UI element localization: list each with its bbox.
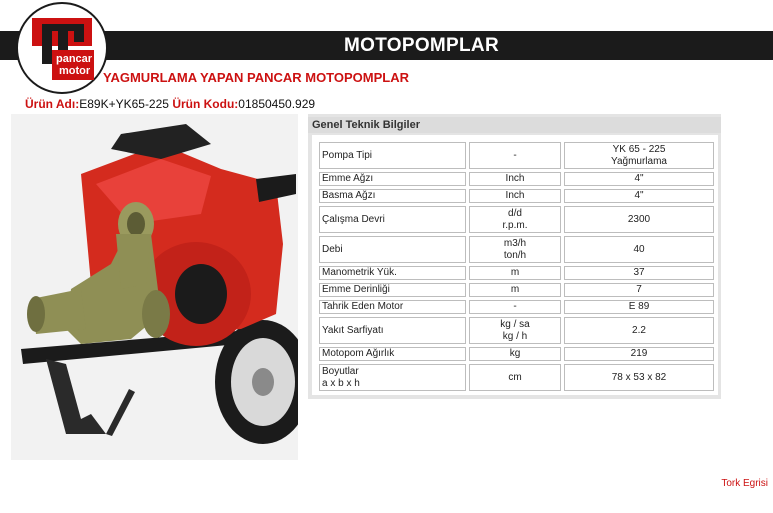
product-photo [11, 114, 298, 460]
pancar-motor-logo[interactable] [16, 2, 108, 94]
spec-name-cell: Emme Ağzı [319, 172, 466, 186]
section-subtitle: YAGMURLAMA YAPAN PANCAR MOTOPOMPLAR [103, 70, 410, 85]
spec-name-cell: Yakıt Sarfiyatı [319, 317, 466, 344]
spec-value-cell: 2300 [564, 206, 714, 233]
spec-unit-cell: kg [469, 347, 561, 361]
tech-specs-panel [308, 114, 721, 399]
spec-row [319, 142, 714, 169]
spec-name-cell: Boyutlar a x b x h [319, 364, 466, 391]
spec-row [319, 172, 714, 186]
spec-row [319, 317, 714, 344]
specs-table-body [319, 142, 714, 391]
spec-row [319, 236, 714, 263]
spec-unit-cell: m [469, 283, 561, 297]
spec-value-cell: YK 65 - 225 Yağmurlama [564, 142, 714, 169]
spec-value-cell: 78 x 53 x 82 [564, 364, 714, 391]
spec-row [319, 347, 714, 361]
product-info [25, 97, 315, 111]
spec-value-cell: 7 [564, 283, 714, 297]
spec-value-cell: 2.2 [564, 317, 714, 344]
spec-unit-cell: - [469, 300, 561, 314]
spec-row [319, 266, 714, 280]
specs-table [316, 139, 717, 394]
spec-unit-cell: m [469, 266, 561, 280]
product-name-label: Ürün Adı: [25, 97, 80, 111]
spec-row [319, 206, 714, 233]
motopump-image [11, 114, 298, 460]
specs-body [312, 135, 718, 395]
spec-name-cell: Çalışma Devri [319, 206, 466, 233]
tork-egrisi-link[interactable]: Tork Egrisi [721, 478, 768, 489]
spec-name-cell: Tahrik Eden Motor [319, 300, 466, 314]
logo-text-pancar: pancar [56, 53, 93, 65]
spec-name-cell: Pompa Tipi [319, 142, 466, 169]
spec-unit-cell: Inch [469, 189, 561, 203]
page-title: MOTOPOMPLAR [344, 35, 499, 56]
spec-value-cell: 4" [564, 172, 714, 186]
spec-row [319, 283, 714, 297]
spec-row [319, 364, 714, 391]
spec-unit-cell: m3/h ton/h [469, 236, 561, 263]
product-code-label: Ürün Kodu: [172, 97, 239, 111]
spec-value-cell: 219 [564, 347, 714, 361]
spec-name-cell: Motopom Ağırlık [319, 347, 466, 361]
spec-row [319, 300, 714, 314]
product-code-value: 01850450.929 [238, 97, 316, 111]
logo-mark [32, 18, 94, 80]
header-bar [0, 31, 773, 60]
spec-unit-cell: cm [469, 364, 561, 391]
spec-unit-cell: Inch [469, 172, 561, 186]
spec-name-cell: Basma Ağzı [319, 189, 466, 203]
spec-unit-cell: d/d r.p.m. [469, 206, 561, 233]
spec-value-cell: 37 [564, 266, 714, 280]
spec-name-cell: Debi [319, 236, 466, 263]
spec-name-cell: Manometrik Yük. [319, 266, 466, 280]
spec-row [319, 189, 714, 203]
spec-value-cell: E 89 [564, 300, 714, 314]
spec-unit-cell: - [469, 142, 561, 169]
logo-text-motor: motor [59, 65, 91, 77]
spec-name-cell: Emme Derinliği [319, 283, 466, 297]
specs-title: Genel Teknik Bilgiler [308, 117, 721, 133]
spec-unit-cell: kg / sa kg / h [469, 317, 561, 344]
product-name-value: E89K+YK65-225 [79, 97, 169, 111]
spec-value-cell: 4" [564, 189, 714, 203]
spec-value-cell: 40 [564, 236, 714, 263]
